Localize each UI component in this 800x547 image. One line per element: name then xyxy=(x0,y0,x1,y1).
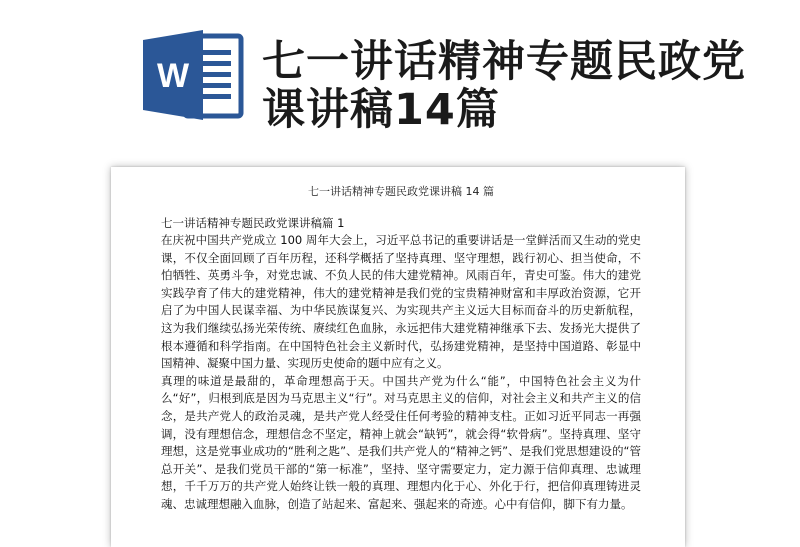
word-document-icon xyxy=(141,28,245,122)
document-page xyxy=(111,167,685,547)
paragraph-2: 真理的味道是最甜的，革命理想高于天。中国共产党为什么“能”，中国特色社会主义为什么“好”，归根到底是因为马克思主义“行”。对马克思主义的信仰，对社会主义和共产主义的信念，是共产党人的政治灵魂，是共产党人经受住任何考验的精神支柱。正如习近平同志一再强调，没有理想信念，理想信念不坚定，精神上就会“缺钙”，就会得“软骨病”。坚持真理、坚守理想，这是党事业成功的“胜利之匙”、是我们共产党人的“精神之钙”、是我们党思想建设的“管总开关”、是我们党员干部的“第一标准”，坚持、坚守需要定力，定力源于信仰真理、忠诚理想，千千万万的共产党人始终让铁一般的真理、理想内化于心、外化于行，把信仰真理铸进灵魂、忠诚理想融入血脉，创造了站起来、富起来、强起来的奇迹。心中有信仰，脚下有力量。 xyxy=(161,373,641,511)
document-content xyxy=(161,183,641,514)
header xyxy=(0,0,800,150)
section-title: 七一讲话精神专题民政党课讲稿篇 1 xyxy=(161,216,345,230)
page-title: 七一讲话精神专题民政党课讲稿14篇 xyxy=(262,37,746,135)
word-icon-letter: W xyxy=(156,57,190,95)
paragraph-1: 在庆祝中国共产党成立 100 周年大会上，习近平总书记的重要讲话是一堂鲜活而又生动的党史课，不仅全面回顾了百年历程，还科学概括了坚持真理、坚守理想，践行初心、担当使命，不怕牺牲、英勇斗争，对党忠诚、不负人民的伟大建党精神。风雨百年，青史可鉴。伟大的建党实践孕育了伟大的建党精神，伟大的建党精神是我们党的宝贵精神财富和丰厚政治资源，它开启了为中国人民谋幸福、为中华民族谋复兴、为实现共产主义远大目标而奋斗的历史新航程，这为我们继续弘扬光荣传统、赓续红色血脉，永远把伟大建党精神继承下去、发扬光大提供了根本遵循和科学指南。在中国特色社会主义新时代，弘扬建党精神，是坚持中国道路、彰显中国精神、凝聚中国力量、实现历史使命的题中应有之义。 xyxy=(161,233,641,371)
document-title: 七一讲话精神专题民政党课讲稿 14 篇 xyxy=(308,185,494,198)
